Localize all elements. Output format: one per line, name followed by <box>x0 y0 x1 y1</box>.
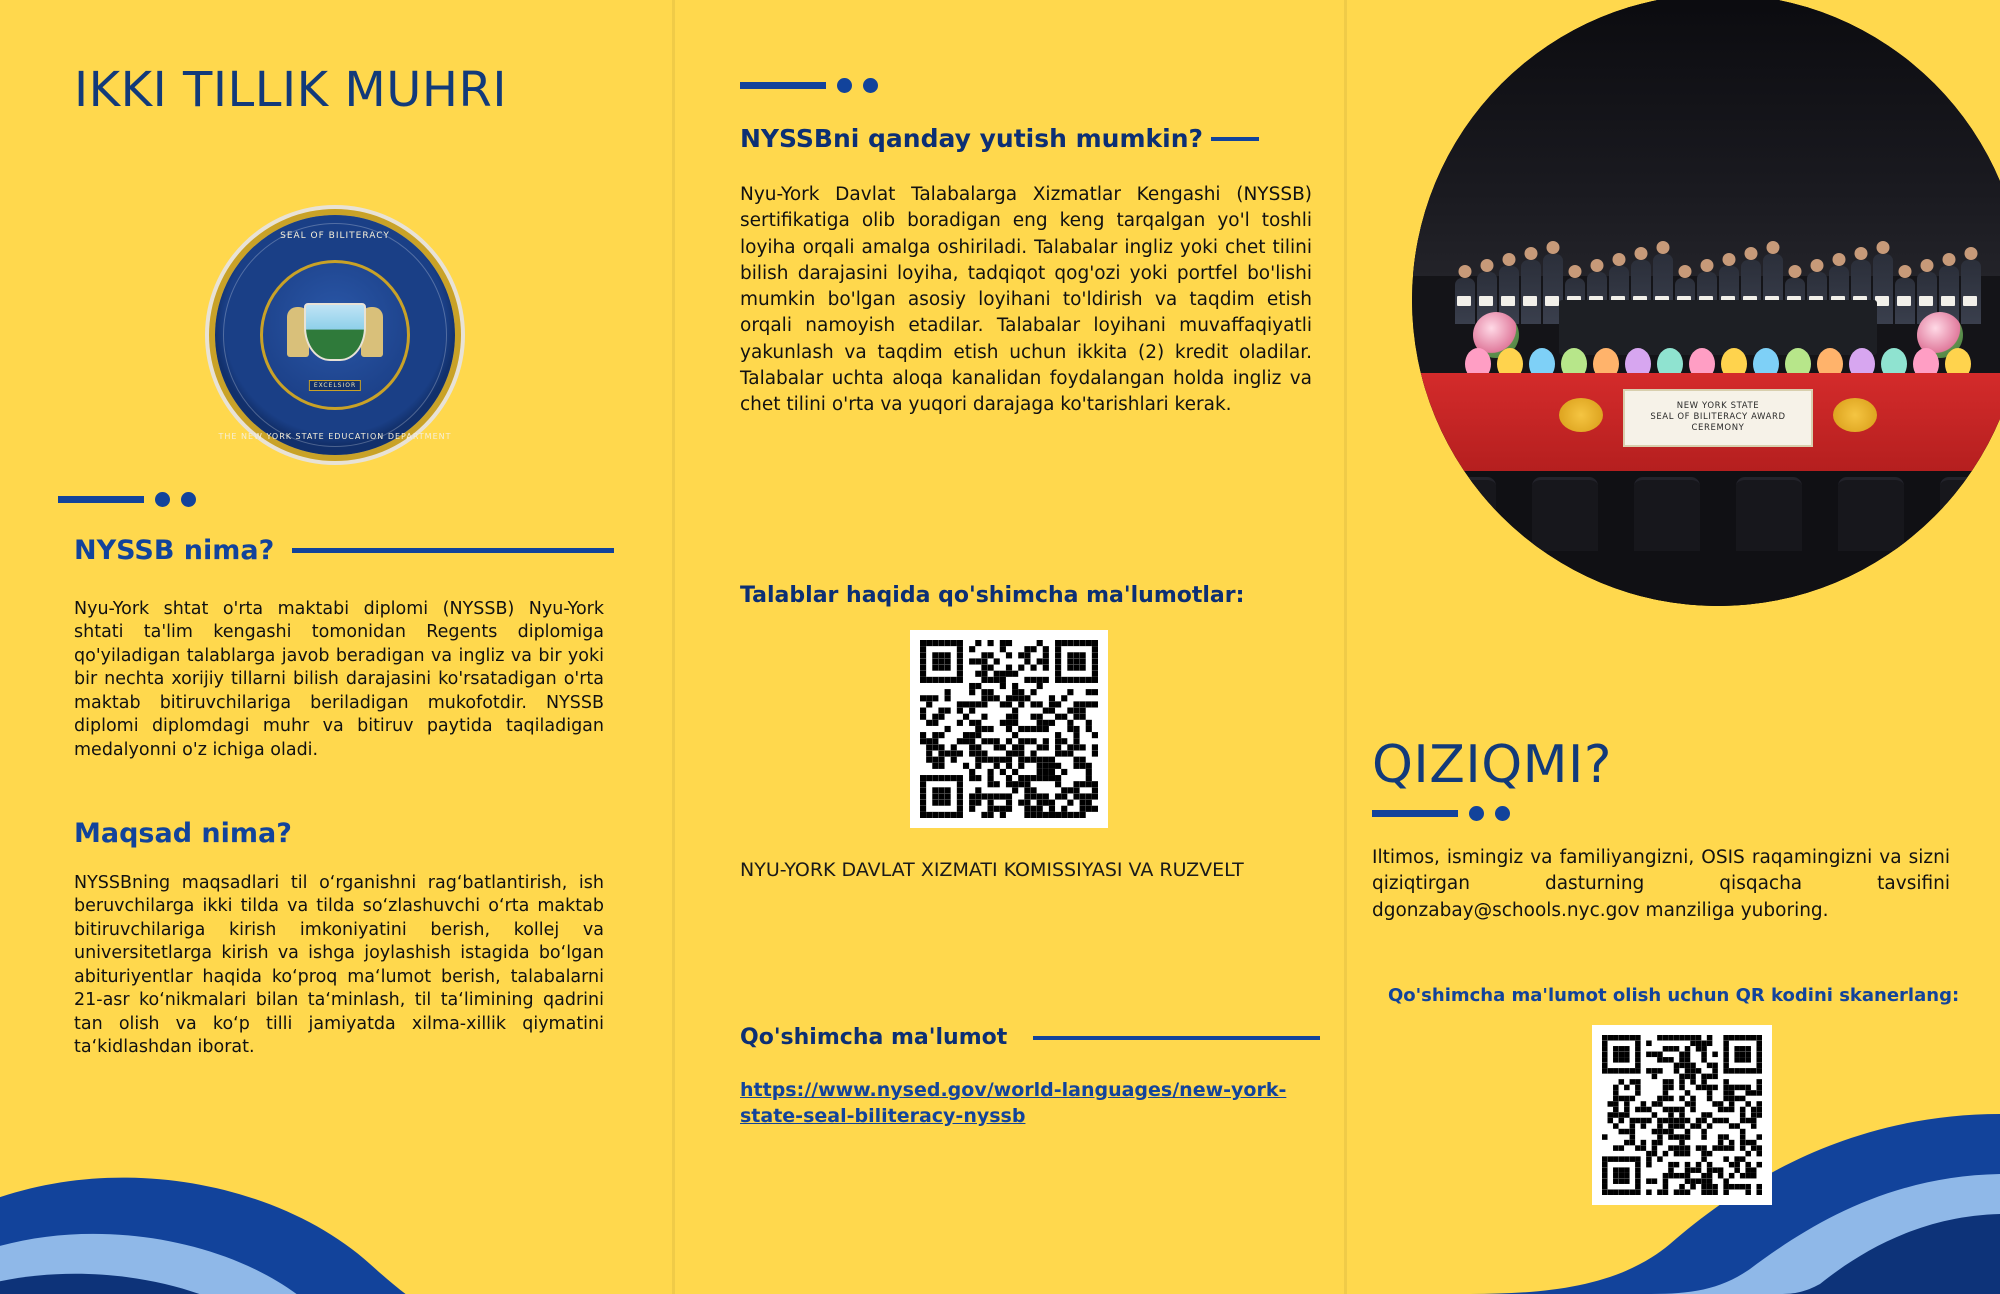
ornament-right-1 <box>1372 806 1510 821</box>
qr-caption-commission: NYU-YORK DAVLAT XIZMATI KOMISSIYASI VA RUZVELT <box>740 859 1244 881</box>
paragraph-how-to-win: Nyu-York Davlat Talabalarga Xizmatlar Kengashi (NYSSB) sertifikatiga olib boradigan eng keng tarqalgan yo'l toshli loyiha orqali amalga oshiriladi. Talabalar ingliz yoki chet tilini bilish darajasini loyiha, tadqiqot qog'ozi yoki portfel bo'lishi mumkin bo'lgan asosiy loyihani to'ldirish va taqdim etish orqali namoyish etadilar. Talabalar loyihani muvaffaqiyatli yakunlash va taqdim etish uchun ikkita (2) kredit oladilar. Talabalar uchta aloqa kanalidan foydalangan holda ingliz va chet tilini o'rta va yuqori darajaga ko'tarishlari kerak. <box>740 184 1312 416</box>
heading-text: NYSSBni qanday yutish mumkin? <box>740 124 1203 153</box>
ny-state-seal-image <box>215 215 455 455</box>
seal-motto: EXCELSIOR <box>309 380 361 391</box>
paragraph-qiziqmi: Iltimos, ismingiz va familiyangizni, OSIS raqamingizni va sizni qiziqtirgan dasturning qisqacha tavsifini dgonzabay@schools.nyc.gov manziliga yuboring. <box>1372 847 1950 921</box>
section-heading-maqsad-nima: Maqsad nima? <box>74 818 292 849</box>
seal-top-text: SEAL OF BILITERACY <box>280 231 390 241</box>
middle-panel <box>672 0 1344 1294</box>
qr-code-contact[interactable] <box>1592 1025 1772 1205</box>
section-heading-nyssb-nima <box>74 535 614 566</box>
sign-line-2: SEAL OF BILITERACY AWARD CEREMONY <box>1650 412 1786 434</box>
ceremony-photo <box>1412 0 2000 606</box>
page-title: IKKI TILLIK MUHRI <box>74 62 508 118</box>
ceremony-sign <box>1623 389 1813 447</box>
seal-bottom-text: THE NEW YORK STATE EDUCATION DEPARTMENT <box>218 432 452 441</box>
heading-qiziqmi: QIZIQMI? <box>1372 735 1612 795</box>
heading-rule <box>292 548 614 553</box>
paragraph-maqsad-nima: NYSSBning maqsadlari til o‘rganishni rag‘batlantirish, ish beruvchilarga ikki tilda va tilda so‘zlashuvchi o‘rta maktab bitiruvchilariga kirish imkoniyatini berish, kollej va universitetlarga kirish va ishga joylashish istagida bo‘lgan abituriyentlar haqida ko‘proq ma‘lumot berish, talabalarni 21-asr ko‘nikmalari bilan ta‘minlash, til ta‘limining qadrini tan olish va ko‘p tilli jamiyatda xilma-xillik qiymatini ta‘kidlashdan iborat. <box>74 873 604 1058</box>
nysed-link[interactable]: https://www.nysed.gov/world-languages/new-york-state-seal-biliteracy-nyssb <box>740 1079 1287 1127</box>
paragraph-nyssb-nima: Nyu-York shtat o'rta maktabi diplomi (NYSSB) Nyu-York shtati ta'lim kengashi tomonidan Regents diplomiga qo'yiladigan talablarga javob beradigan va ingliz va bir yoki bir nechta xorijiy tillarni bilish darajasini ko'rsatadigan o'rta maktab bitiruvchilariga beriladigan mukofotdir. NYSSB diplomi diplomdagi muhr va bitiruv paytida taqiladigan medalyonni o'z ichiga oladi. <box>74 599 604 760</box>
more-info-rule <box>1033 1036 1320 1040</box>
heading-text: NYSSB nima? <box>74 535 275 566</box>
qr-heading-scan: Qo'shimcha ma'lumot olish uchun QR kodini skanerlang: <box>1388 985 1960 1006</box>
qr-code-requirements[interactable] <box>910 630 1108 828</box>
ornament-left-1 <box>58 492 196 507</box>
left-panel <box>0 0 672 1294</box>
more-info-label: Qo'shimcha ma'lumot <box>740 1025 1008 1050</box>
heading-rule <box>1211 137 1259 141</box>
ornament-mid-1 <box>740 78 878 93</box>
more-info-heading-row <box>740 1025 1320 1050</box>
right-panel <box>1344 0 2000 1294</box>
sign-line-1: NEW YORK STATE <box>1676 400 1760 411</box>
section-heading-how-to-win <box>740 124 1320 153</box>
qr-heading-requirements: Talablar haqida qo'shimcha ma'lumotlar: <box>740 583 1245 608</box>
